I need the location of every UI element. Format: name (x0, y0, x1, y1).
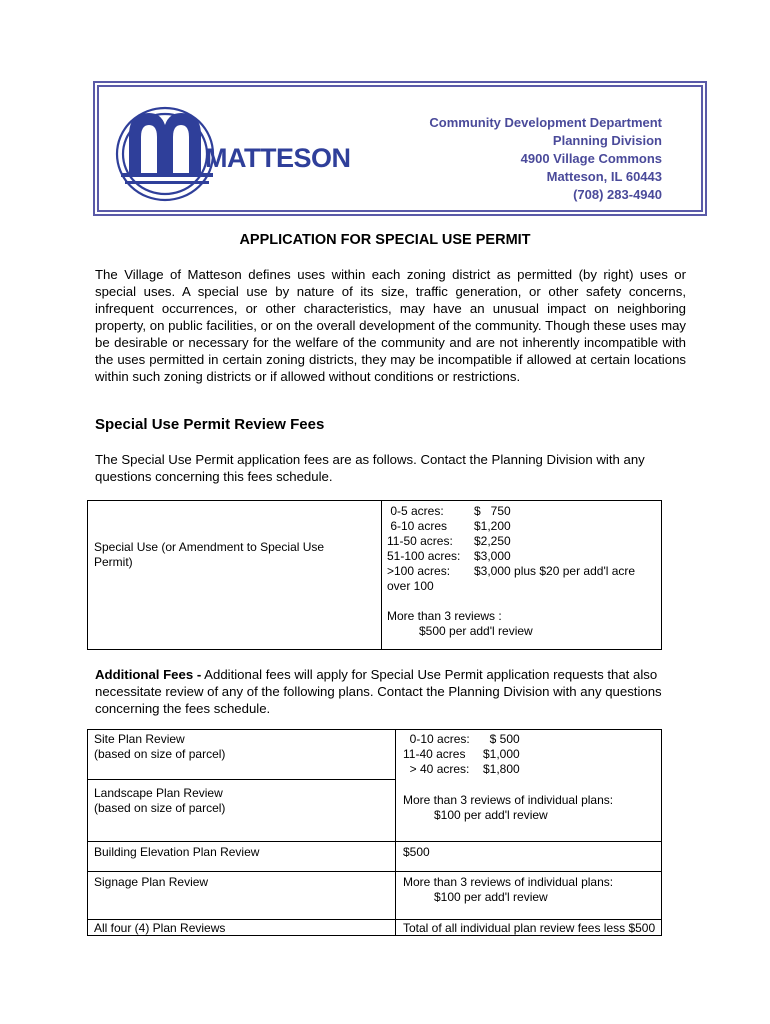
additional-fees-text: Additional fees will apply for Special Use Permit application requests that also necessitate review of any of the following plans. Contact the Planning Division with any questions concerning the fees schedule. (95, 667, 662, 716)
reviews-line: More than 3 reviews : (387, 609, 502, 623)
fees-intro-paragraph: The Special Use Permit application fees are as follows. Contact the Planning Division with any questions concerning this fees schedule. (95, 452, 645, 484)
fee-row: 6-10 acres $1,200 (387, 519, 511, 533)
plan-reviews-line: $100 per add'l review (434, 890, 548, 904)
landscape-plan-label: Landscape Plan Review (94, 786, 223, 800)
dept-line: 4900 Village Commons (520, 151, 662, 166)
department-address (429, 114, 662, 204)
additional-fees-label: Additional Fees - (95, 667, 202, 682)
site-fee-row: > 40 acres: $1,800 (403, 762, 520, 776)
all-plans-fee: Total of all individual plan review fees less $500 (396, 920, 662, 936)
additional-fees-paragraph (95, 666, 686, 717)
signage-plan-fee-cell (396, 872, 662, 920)
site-fee-row: 0-10 acres: $ 500 (403, 732, 520, 746)
fee-row-over: over 100 (387, 579, 434, 593)
fee-row: >100 acres: $3,000 plus $20 per add'l acre (387, 564, 636, 578)
plan-review-table (87, 729, 662, 936)
fees-table (87, 500, 662, 650)
intro-paragraph: The Village of Matteson defines uses within each zoning district as permitted (by right) uses or special uses. A special use by nature of its size, traffic generation, or other safety concerns, infrequent occurrences, or other characteristics, may have an unusual impact on neighboring property, on public facilities, or on the overall development of the community. Though these uses may be desirable or necessary for the welfare of the community and are not inherently incompatible with the uses permitted in certain zoning districts, they may be incompatible if allowed at certain locations within such zoning districts or if allowed without conditions or restrictions. (95, 267, 686, 384)
building-plan-label: Building Elevation Plan Review (88, 842, 396, 872)
plan-label-cell (88, 730, 396, 842)
site-plan-label: Site Plan Review (94, 732, 185, 746)
fee-row: 0-5 acres: $ 750 (387, 504, 511, 518)
dept-line: Matteson, IL 60443 (546, 169, 662, 184)
logo-wordmark: MATTESON (205, 143, 351, 173)
all-plans-label: All four (4) Plan Reviews (88, 920, 396, 936)
fee-row: 11-50 acres: $2,250 (387, 534, 511, 548)
site-plan-note: (based on size of parcel) (94, 747, 226, 761)
fees-label-cell (88, 501, 382, 650)
plan-reviews-line: More than 3 reviews of individual plans: (403, 875, 614, 889)
plan-reviews-line: $100 per add'l review (434, 808, 548, 822)
building-plan-fee: $500 (396, 842, 662, 872)
dept-line: Planning Division (552, 133, 662, 148)
plan-fees-cell (396, 730, 662, 842)
signage-plan-label: Signage Plan Review (88, 872, 396, 920)
matteson-logo (115, 99, 351, 209)
page-title: APPLICATION FOR SPECIAL USE PERMIT (239, 232, 531, 248)
fee-row: 51-100 acres: $3,000 (387, 549, 511, 563)
dept-line: Community Development Department (429, 115, 662, 130)
fees-values-cell (382, 501, 662, 650)
site-fee-row: 11-40 acres $1,000 (403, 747, 520, 761)
dept-line: (708) 283-4940 (573, 187, 662, 202)
plan-reviews-line: More than 3 reviews of individual plans: (403, 793, 614, 807)
fees-label-line: Permit) (94, 555, 133, 569)
fees-heading: Special Use Permit Review Fees (95, 416, 325, 433)
fees-label-line: Special Use (or Amendment to Special Use (94, 540, 325, 554)
reviews-line: $500 per add'l review (419, 624, 533, 638)
landscape-plan-note: (based on size of parcel) (94, 801, 226, 815)
